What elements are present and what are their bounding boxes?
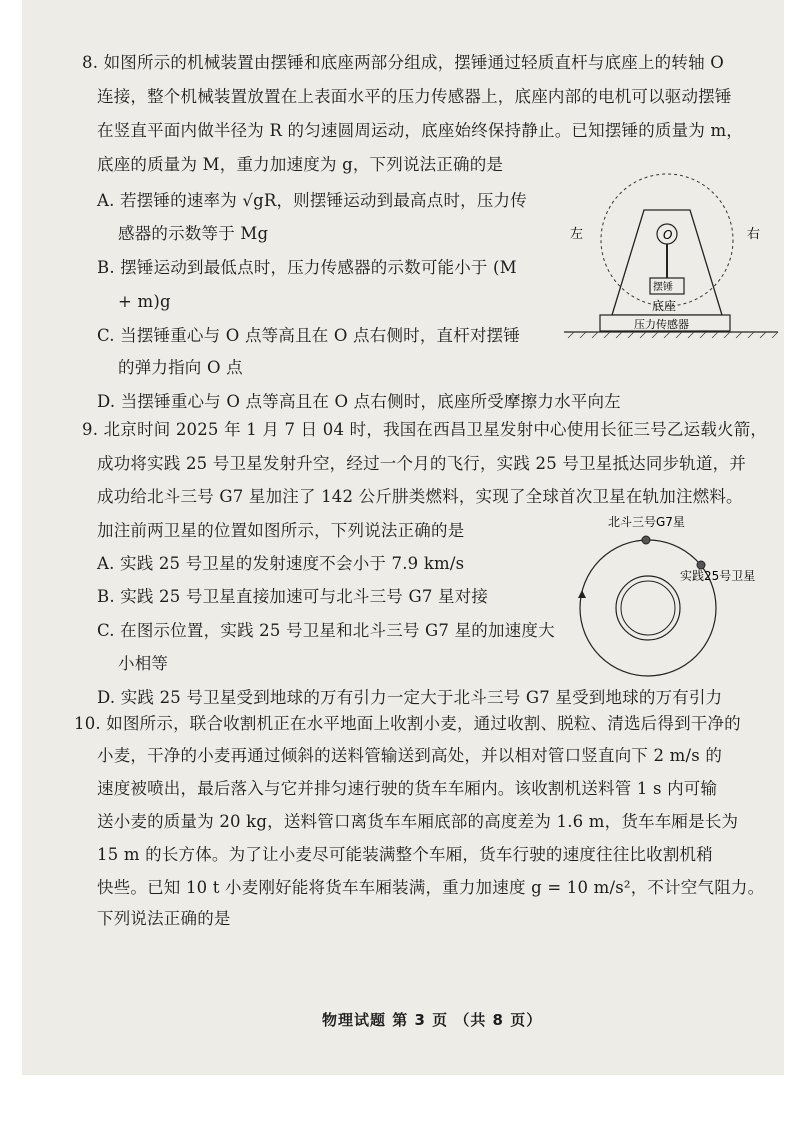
q10-stem-line: 10. 如图所示，联合收割机正在水平地面上收割小麦，通过收割、脱粒、清选后得到干净的 [74,714,741,733]
satellite-g7-label: 北斗三号G7星 [608,515,685,529]
bob-label: 摆锤 [653,282,673,293]
q10-stem-line: 下列说法正确的是 [97,909,231,928]
q9-stem-line: 加注前两卫星的位置如图所示，下列说法正确的是 [97,521,465,540]
satellite-g7-dot [642,536,650,544]
sensor-label: 压力传感器 [634,318,689,331]
q8-stem-line: 在竖直平面内做半径为 R 的匀速圆周运动，底座始终保持静止。已知摆锤的质量为 m， [97,121,744,140]
q10-stem-line: 快些。已知 10 t 小麦刚好能将货车车厢装满，重力加速度 g = 10 m/s²，不计空气阻力。 [97,878,765,897]
orbit-figure [560,508,784,680]
inner-orbit [616,576,680,640]
orbit-direction-arrow [578,590,586,598]
satellite-sj25-dot [697,561,705,569]
q9-option-c: C. 在图示位置，实践 25 号卫星和北斗三号 G7 星的加速度大 [97,621,555,640]
q8-option-d: D. 当摆锤重心与 O 点等高且在 O 点右侧时，底座所受摩擦力水平向左 [97,392,621,411]
pivot-label: O [663,228,673,242]
q9-option-b: B. 实践 25 号卫星直接加速可与北斗三号 G7 星对接 [97,587,489,606]
q9-stem-line: 9. 北京时间 2025 年 1 月 7 日 04 时，我国在西昌卫星发射中心使用长征三号乙运载火箭， [82,420,768,439]
pendulum-figure [542,170,782,355]
q8-stem-line: 底座的质量为 M，重力加速度为 g，下列说法正确的是 [97,155,504,174]
q9-option-d: D. 实践 25 号卫星受到地球的万有引力一定大于北斗三号 G7 星受到地球的万有引力 [97,688,723,707]
q9-option-a: A. 实践 25 号卫星的发射速度不会小于 7.9 km/s [97,554,465,573]
q8-stem-line: 连接，整个机械装置放置在上表面水平的压力传感器上，底座内部的电机可以驱动摆锤 [97,87,732,106]
base-label: 底座 [652,299,677,313]
right-label: 右 [747,227,761,242]
outer-orbit [580,540,716,676]
earth-circle [621,581,675,635]
satellite-sj25-label: 实践25号卫星 [680,569,756,583]
q9-stem-line: 成功将实践 25 号卫星发射升空，经过一个月的飞行，实践 25 号卫星抵达同步轨道，并 [97,454,747,473]
q9-option-c-cont: 小相等 [118,654,169,673]
q10-stem-line: 小麦，干净的小麦再通过倾斜的送料管输送到高处，并以相对管口竖直向下 2 m/s 的 [97,746,723,765]
exam-page [22,0,784,1075]
left-label: 左 [570,227,584,242]
q9-stem-line: 成功给北斗三号 G7 星加注了 142 公斤肼类燃料，实现了全球首次卫星在轨加注燃料。 [97,487,743,506]
ground-hatching [568,332,778,338]
q8-option-c: C. 当摆锤重心与 O 点等高且在 O 点右侧时，直杆对摆锤 [97,326,521,345]
q10-stem-line: 速度被喷出，最后落入与它并排匀速行驶的货车车厢内。该收割机送料管 1 s 内可输 [97,779,718,798]
q8-option-a-cont: 感器的示数等于 Mg [118,224,269,243]
q8-option-a: A. 若摆锤的速率为 √gR，则摆锤运动到最高点时，压力传 [97,191,527,210]
q8-option-c-cont: 的弹力指向 O 点 [118,358,243,377]
q8-option-b-cont: + m)g [118,292,171,311]
q8-option-b: B. 摆锤运动到最低点时，压力传感器的示数可能小于 (M [97,258,517,277]
q8-stem-line: 8. 如图所示的机械装置由摆锤和底座两部分组成，摆锤通过轻质直杆与底座上的转轴 O [82,53,724,72]
q10-stem-line: 15 m 的长方体。为了让小麦尽可能装满整个车厢，货车行驶的速度往往比收割机稍 [97,845,713,864]
page-footer: 物理试题 第 3 页 （共 8 页） [322,1011,543,1029]
q10-stem-line: 送小麦的质量为 20 kg，送料管口离货车车厢底部的高度差为 1.6 m，货车车厢是长为 [97,812,739,831]
